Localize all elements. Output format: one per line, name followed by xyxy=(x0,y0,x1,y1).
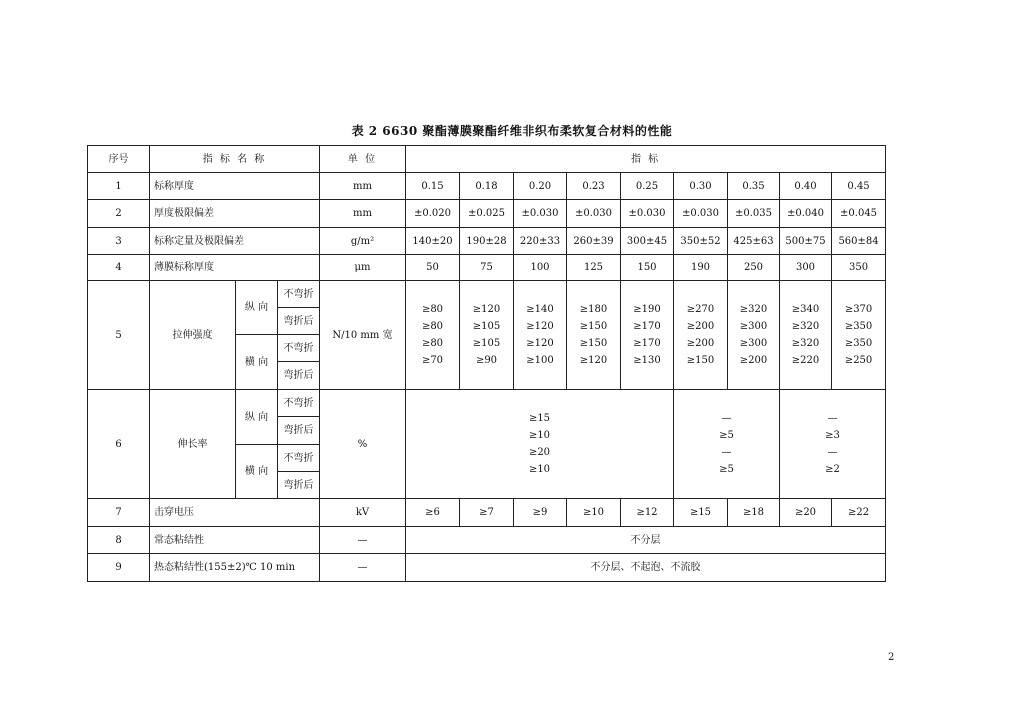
row-name: 常态粘结性 xyxy=(150,527,320,554)
tensile-value: ≥140 xyxy=(526,304,554,315)
tensile-values-cell xyxy=(514,281,567,390)
row-name: 厚度极限偏差 xyxy=(150,200,320,228)
row-unit: mm xyxy=(320,200,406,228)
value-cell: ±0.030 xyxy=(674,200,728,228)
value-cell: 100 xyxy=(514,255,567,281)
value-cell: ≥18 xyxy=(728,499,780,527)
elongation-value: — xyxy=(721,447,732,458)
header-row xyxy=(88,146,886,173)
row-unit: kV xyxy=(320,499,406,527)
tensile-value: ≥150 xyxy=(579,338,608,349)
tensile-value: ≥150 xyxy=(686,355,715,366)
value-cell: 300±45 xyxy=(621,228,674,255)
row-unit: mm xyxy=(320,173,406,200)
value-cell: 140±20 xyxy=(406,228,460,255)
row-r2 xyxy=(88,200,886,228)
row-r3 xyxy=(88,228,886,255)
tensile-value: ≥80 xyxy=(421,304,444,315)
tensile-value: ≥320 xyxy=(791,338,820,349)
tensile-value: ≥170 xyxy=(633,338,661,349)
value-cell: 350 xyxy=(832,255,886,281)
tensile-value: ≥320 xyxy=(739,304,768,315)
value-cell: ±0.030 xyxy=(514,200,567,228)
value-cell: 75 xyxy=(460,255,514,281)
value-cell: 0.20 xyxy=(514,173,567,200)
row-seq: 7 xyxy=(88,499,150,527)
bend-condition: 不弯折 xyxy=(278,390,320,417)
tensile-values-cell xyxy=(674,281,728,390)
tensile-value: ≥70 xyxy=(421,355,444,366)
bend-condition: 弯折后 xyxy=(278,472,320,499)
value-cell: 350±52 xyxy=(674,228,728,255)
tensile-value: ≥200 xyxy=(739,355,768,366)
row-seq: 2 xyxy=(88,200,150,228)
value-cell: 0.25 xyxy=(621,173,674,200)
elongation-value: ≥20 xyxy=(528,447,551,458)
value-cell: ≥20 xyxy=(780,499,832,527)
value-cell: ±0.045 xyxy=(832,200,886,228)
elongation-value: — xyxy=(721,413,732,424)
row-name: 热态粘结性(155±2)℃ 10 min xyxy=(150,554,320,582)
header-seq: 序号 xyxy=(88,146,150,173)
row-unit: μm xyxy=(320,255,406,281)
table-body xyxy=(88,146,886,582)
tensile-value: ≥130 xyxy=(633,355,661,366)
tensile-value: ≥200 xyxy=(686,338,715,349)
row-seq: 6 xyxy=(88,390,150,499)
row-name: 击穿电压 xyxy=(150,499,320,527)
value-cell: 0.45 xyxy=(832,173,886,200)
tensile-value: ≥105 xyxy=(472,321,501,332)
value-cell: ±0.020 xyxy=(406,200,460,228)
value-cell: ≥15 xyxy=(674,499,728,527)
row-name: 伸长率 xyxy=(150,390,236,499)
tensile-value: ≥120 xyxy=(579,355,608,366)
tensile-value: ≥220 xyxy=(791,355,820,366)
row-r1 xyxy=(88,173,886,200)
tensile-value: ≥300 xyxy=(739,338,768,349)
tensile-value: ≥90 xyxy=(475,355,498,366)
tensile-values-cell xyxy=(406,281,460,390)
tensile-value: ≥180 xyxy=(579,304,608,315)
elongation-group-cell xyxy=(674,390,780,499)
tensile-value: ≥270 xyxy=(686,304,715,315)
row-unit: N/10 mm 宽 xyxy=(320,281,406,390)
tensile-value: ≥300 xyxy=(739,321,768,332)
tensile-value: ≥190 xyxy=(633,304,661,315)
properties-table xyxy=(87,145,886,582)
value-cell: ≥9 xyxy=(514,499,567,527)
value-cell: ≥7 xyxy=(460,499,514,527)
value-cell: 0.18 xyxy=(460,173,514,200)
tensile-value: ≥250 xyxy=(844,355,873,366)
value-cell: 250 xyxy=(728,255,780,281)
merged-value: 不分层、不起泡、不流胶 xyxy=(406,554,886,582)
value-cell: 190 xyxy=(674,255,728,281)
direction-transverse: 横 向 xyxy=(236,335,278,390)
elongation-group-cell xyxy=(406,390,674,499)
elongation-value: ≥10 xyxy=(528,430,551,441)
row-r5-sub xyxy=(88,281,886,308)
tensile-value: ≥350 xyxy=(844,321,873,332)
value-cell: 0.23 xyxy=(567,173,621,200)
row-seq: 5 xyxy=(88,281,150,390)
tensile-value: ≥150 xyxy=(579,321,608,332)
tensile-value: ≥80 xyxy=(421,321,444,332)
direction-longitudinal: 纵 向 xyxy=(236,390,278,445)
tensile-value: ≥100 xyxy=(526,355,554,366)
value-cell: 0.35 xyxy=(728,173,780,200)
elongation-value: ≥5 xyxy=(719,430,734,441)
tensile-value: ≥350 xyxy=(844,338,873,349)
row-seq: 8 xyxy=(88,527,150,554)
value-cell: ±0.030 xyxy=(567,200,621,228)
value-cell: ≥12 xyxy=(621,499,674,527)
value-cell: ≥22 xyxy=(832,499,886,527)
tensile-value: ≥320 xyxy=(791,321,820,332)
value-cell: ≥10 xyxy=(567,499,621,527)
tensile-value: ≥170 xyxy=(633,321,661,332)
row-r7 xyxy=(88,499,886,527)
bend-condition: 不弯折 xyxy=(278,445,320,472)
row-unit: — xyxy=(320,527,406,554)
value-cell: 500±75 xyxy=(780,228,832,255)
row-unit: % xyxy=(320,390,406,499)
value-cell: 220±33 xyxy=(514,228,567,255)
tensile-value: ≥80 xyxy=(421,338,444,349)
elongation-value: — xyxy=(827,447,838,458)
value-cell: 0.15 xyxy=(406,173,460,200)
elongation-value: — xyxy=(827,413,838,424)
tensile-values-cell xyxy=(832,281,886,390)
direction-transverse: 横 向 xyxy=(236,445,278,499)
value-cell: 425±63 xyxy=(728,228,780,255)
value-cell: 150 xyxy=(621,255,674,281)
row-r9 xyxy=(88,554,886,582)
value-cell: 190±28 xyxy=(460,228,514,255)
tensile-value: ≥340 xyxy=(791,304,820,315)
value-cell: ≥6 xyxy=(406,499,460,527)
bend-condition: 弯折后 xyxy=(278,308,320,335)
tensile-value: ≥105 xyxy=(472,338,501,349)
tensile-values-cell xyxy=(621,281,674,390)
elongation-value: ≥3 xyxy=(825,430,840,441)
tensile-values-cell xyxy=(728,281,780,390)
row-name: 标称厚度 xyxy=(150,173,320,200)
elongation-group-cell xyxy=(780,390,886,499)
row-r8 xyxy=(88,527,886,554)
direction-longitudinal: 纵 向 xyxy=(236,281,278,335)
value-cell: 0.30 xyxy=(674,173,728,200)
row-r6-sub xyxy=(88,390,886,417)
value-cell: 0.40 xyxy=(780,173,832,200)
row-seq: 4 xyxy=(88,255,150,281)
value-cell: ±0.035 xyxy=(728,200,780,228)
bend-condition: 不弯折 xyxy=(278,281,320,308)
header-index: 指 标 xyxy=(406,146,886,173)
tensile-value: ≥120 xyxy=(526,321,554,332)
row-name: 薄膜标称厚度 xyxy=(150,255,320,281)
tensile-value: ≥200 xyxy=(686,321,715,332)
value-cell: 560±84 xyxy=(832,228,886,255)
elongation-value: ≥10 xyxy=(528,464,551,475)
tensile-value: ≥120 xyxy=(526,338,554,349)
row-seq: 3 xyxy=(88,228,150,255)
bend-condition: 弯折后 xyxy=(278,362,320,390)
bend-condition: 弯折后 xyxy=(278,417,320,445)
row-name: 标称定量及极限偏差 xyxy=(150,228,320,255)
tensile-value: ≥370 xyxy=(844,304,873,315)
value-cell: 300 xyxy=(780,255,832,281)
tensile-values-cell xyxy=(567,281,621,390)
tensile-values-cell xyxy=(780,281,832,390)
row-seq: 9 xyxy=(88,554,150,582)
row-unit: g/m² xyxy=(320,228,406,255)
row-unit: — xyxy=(320,554,406,582)
elongation-value: ≥2 xyxy=(825,464,840,475)
value-cell: 260±39 xyxy=(567,228,621,255)
bend-condition: 不弯折 xyxy=(278,335,320,362)
elongation-value: ≥15 xyxy=(528,413,551,424)
value-cell: ±0.040 xyxy=(780,200,832,228)
value-cell: ±0.025 xyxy=(460,200,514,228)
page-number: 2 xyxy=(888,652,895,663)
table-caption: 表 2 6630 聚酯薄膜聚酯纤维非织布柔软复合材料的性能 xyxy=(351,124,673,138)
tensile-values-cell xyxy=(460,281,514,390)
row-r4 xyxy=(88,255,886,281)
merged-value: 不分层 xyxy=(406,527,886,554)
tensile-value: ≥120 xyxy=(472,304,501,315)
elongation-value: ≥5 xyxy=(719,464,734,475)
header-unit: 单 位 xyxy=(320,146,406,173)
value-cell: 50 xyxy=(406,255,460,281)
row-name: 拉伸强度 xyxy=(150,281,236,390)
value-cell: 125 xyxy=(567,255,621,281)
header-name: 指 标 名 称 xyxy=(150,146,320,173)
row-seq: 1 xyxy=(88,173,150,200)
value-cell: ±0.030 xyxy=(621,200,674,228)
